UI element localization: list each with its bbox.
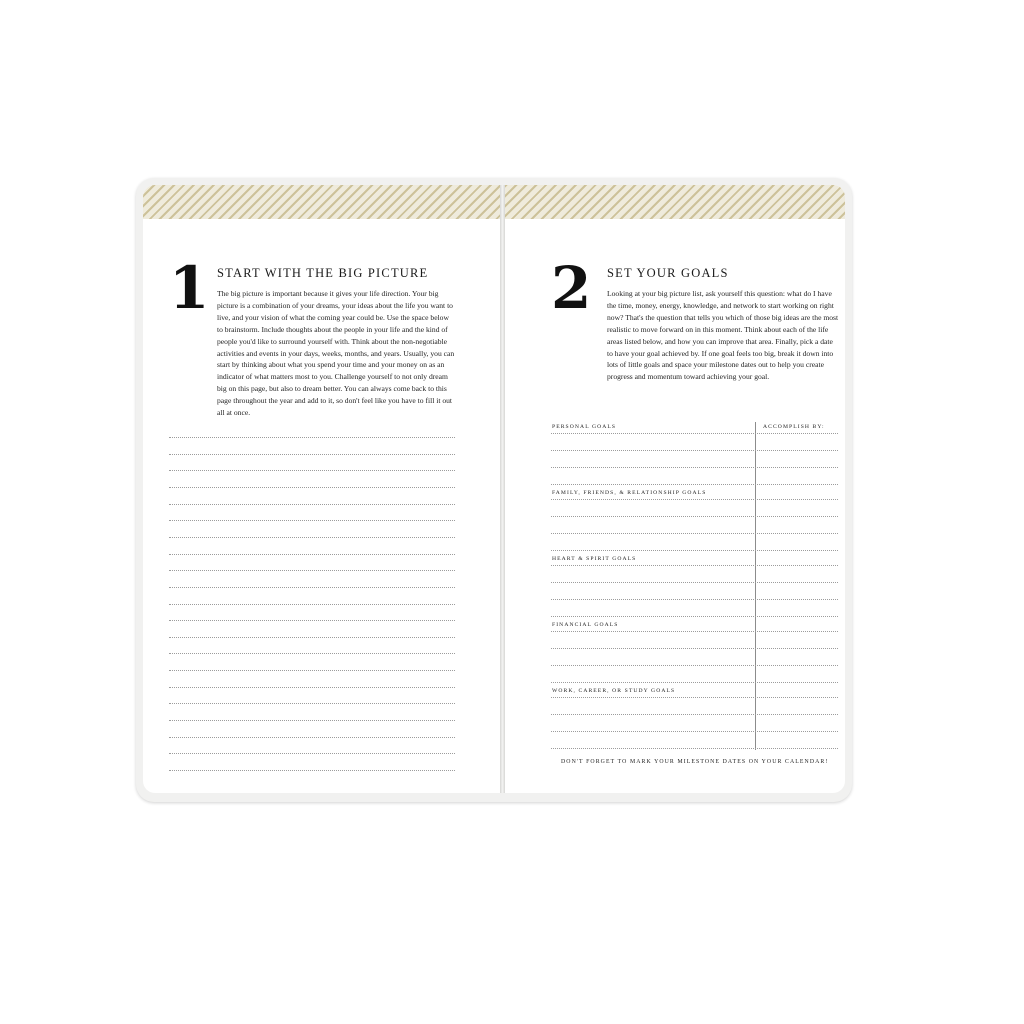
writing-line[interactable] (169, 520, 455, 521)
writing-line[interactable] (169, 504, 455, 505)
step-number-1: 1 (169, 254, 210, 322)
milestone-reminder: DON'T FORGET TO MARK YOUR MILESTONE DATES ON YOUR CALENDAR! (561, 759, 829, 765)
writing-line[interactable] (169, 437, 455, 438)
writing-line[interactable] (169, 770, 455, 771)
section-label-work-career-study-goals: WORK, CAREER, OR STUDY GOALS (552, 688, 676, 694)
goals-table (551, 421, 838, 751)
goal-line[interactable] (551, 467, 838, 468)
goal-line[interactable] (551, 714, 838, 715)
writing-line[interactable] (169, 604, 455, 605)
goal-line[interactable] (551, 450, 838, 451)
right-page (505, 185, 845, 793)
left-page-body: The big picture is important because it gives your life direction. Your big picture is a combination of your dreams, your ideas about the life you want to live, and your vision of what the coming year could be. Use the space below to brainstorm. Include thoughts about the people in your life and the kind of people you'd like to surround yourself with. Think about the non-negotiable activities and events in your days, weeks, months, and years. Usually, you can start by thinking about what you spend your time and your money on as an indicator of what matters most to you. Challenge yourself to not only dream big on this page, but also to dream better. You can always come back to this page throughout the year and add to it, so don't feel like you have to fill it out all at once. (217, 289, 455, 418)
writing-line[interactable] (169, 703, 455, 704)
goal-line[interactable] (551, 550, 838, 551)
goal-line[interactable] (551, 499, 838, 500)
right-page-body: Looking at your big picture list, ask yourself this question: what do I have the time, money, energy, knowledge, and network to start working on right now? That's the question that tells you which of those big ideas are the most realistic to move forward on in this moment. Think about each of the life areas listed below, and how you can improve that area. Finally, pick a date to have your goal achieved by. If one goal feels too big, break it down into lots of little goals and space your milestone dates out to help you create progress and momentum toward achieving your goal. (607, 289, 839, 382)
goal-line[interactable] (551, 565, 838, 566)
goal-line[interactable] (551, 533, 838, 534)
writing-line[interactable] (169, 587, 455, 588)
section-label-financial-goals: FINANCIAL GOALS (552, 622, 619, 628)
goal-line[interactable] (551, 731, 838, 732)
goal-line[interactable] (551, 748, 838, 749)
left-page-heading: START WITH THE BIG PICTURE (217, 266, 429, 280)
goal-line[interactable] (551, 682, 838, 683)
step-number-2: 2 (551, 254, 592, 322)
writing-line[interactable] (169, 637, 455, 638)
goal-line[interactable] (551, 648, 838, 649)
writing-line[interactable] (169, 753, 455, 754)
goal-line[interactable] (551, 616, 838, 617)
goal-line[interactable] (551, 665, 838, 666)
writing-line[interactable] (169, 670, 455, 671)
writing-line[interactable] (169, 687, 455, 688)
writing-line[interactable] (169, 487, 455, 488)
accomplish-by-header: ACCOMPLISH BY: (763, 424, 825, 430)
writing-line[interactable] (169, 554, 455, 555)
goal-line[interactable] (551, 484, 838, 485)
planner-spread (136, 178, 852, 802)
decorative-stripe-band (143, 185, 500, 219)
section-label-family-friends-relationship-goals: FAMILY, FRIENDS, & RELATIONSHIP GOALS (552, 490, 707, 496)
section-label-heart-spirit-goals: HEART & SPIRIT GOALS (552, 556, 637, 562)
decorative-stripe-band (505, 185, 845, 219)
goal-line[interactable] (551, 582, 838, 583)
goal-line[interactable] (551, 599, 838, 600)
writing-line[interactable] (169, 570, 455, 571)
writing-line[interactable] (169, 537, 455, 538)
brainstorm-writing-lines[interactable] (169, 437, 455, 777)
goal-line[interactable] (551, 631, 838, 632)
writing-line[interactable] (169, 470, 455, 471)
section-label-personal-goals: PERSONAL GOALS (552, 424, 617, 430)
writing-line[interactable] (169, 720, 455, 721)
writing-line[interactable] (169, 653, 455, 654)
goal-line[interactable] (551, 433, 838, 434)
writing-line[interactable] (169, 737, 455, 738)
writing-line[interactable] (169, 454, 455, 455)
right-page-heading: SET YOUR GOALS (607, 266, 729, 280)
goal-line[interactable] (551, 697, 838, 698)
writing-line[interactable] (169, 620, 455, 621)
left-page (143, 185, 500, 793)
goal-line[interactable] (551, 516, 838, 517)
